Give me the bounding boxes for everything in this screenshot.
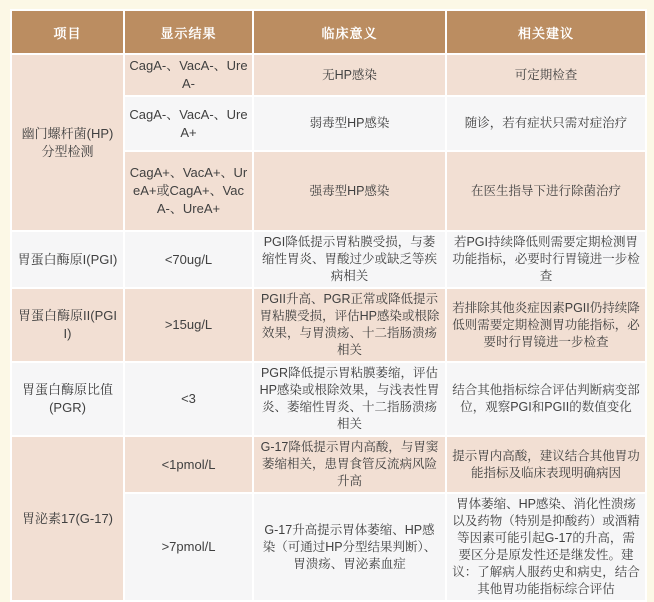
header-result: 显示结果 bbox=[124, 10, 253, 54]
result-cell: CagA-、VacA-、UreA- bbox=[124, 54, 253, 96]
significance-cell: PGR降低提示胃粘膜萎缩，评估HP感染或根除效果，与浅表性胃炎、萎缩性胃炎、十二指肠溃疡相关 bbox=[253, 362, 446, 436]
advice-cell: 提示胃内高酸，建议结合其他胃功能指标及临床表现明确病因 bbox=[446, 436, 646, 493]
table-row bbox=[11, 362, 646, 436]
significance-cell: PGI降低提示胃粘膜受损，与萎缩性胃炎、胃酸过少或缺乏等疾病相关 bbox=[253, 231, 446, 288]
item-cell: 幽门螺杆菌(HP)分型检测 bbox=[11, 54, 124, 231]
header-advice: 相关建议 bbox=[446, 10, 646, 54]
table-row bbox=[11, 288, 646, 362]
result-cell: CagA-、VacA-、UreA+ bbox=[124, 96, 253, 151]
item-cell: 胃蛋白酶原比值(PGR) bbox=[11, 362, 124, 436]
significance-cell: G-17升高提示胃体萎缩、HP感染（可通过HP分型结果判断）、胃溃疡、胃泌素血症 bbox=[253, 493, 446, 601]
table-row bbox=[11, 436, 646, 493]
advice-cell: 随诊，若有症状只需对症治疗 bbox=[446, 96, 646, 151]
significance-cell: G-17降低提示胃内高酸，与胃窦萎缩相关，患胃食管反流病风险升高 bbox=[253, 436, 446, 493]
table-header bbox=[11, 10, 646, 54]
result-cell: >7pmol/L bbox=[124, 493, 253, 601]
result-cell: <1pmol/L bbox=[124, 436, 253, 493]
significance-cell: 弱毒型HP感染 bbox=[253, 96, 446, 151]
table-row bbox=[11, 54, 646, 96]
significance-cell: 强毒型HP感染 bbox=[253, 151, 446, 231]
header-significance: 临床意义 bbox=[253, 10, 446, 54]
item-cell: 胃泌素17(G-17) bbox=[11, 436, 124, 601]
advice-cell: 可定期检查 bbox=[446, 54, 646, 96]
significance-cell: PGII升高、PGR正常或降低提示胃粘膜受损，评估HP感染或根除效果，与胃溃疡、十二指肠溃疡相关 bbox=[253, 288, 446, 362]
result-cell: <3 bbox=[124, 362, 253, 436]
advice-cell: 若排除其他炎症因素PGII仍持续降低则需要定期检测胃功能指标，必要时行胃镜进一步检查 bbox=[446, 288, 646, 362]
advice-cell: 结合其他指标综合评估判断病变部位，观察PGI和PGII的数值变化 bbox=[446, 362, 646, 436]
significance-cell: 无HP感染 bbox=[253, 54, 446, 96]
result-cell: >15ug/L bbox=[124, 288, 253, 362]
header-row bbox=[11, 10, 646, 54]
table-row bbox=[11, 231, 646, 288]
table-body bbox=[11, 54, 646, 601]
result-cell: <70ug/L bbox=[124, 231, 253, 288]
advice-cell: 胃体萎缩、HP感染、消化性溃疡以及药物（特别是抑酸药）或酒精等因素可能引起G-17的升高，需要区分是原发性还是继发性。建议：了解病人服药史和病史，结合其他胃功能指标综合评估 bbox=[446, 493, 646, 601]
item-cell: 胃蛋白酶原I(PGI) bbox=[11, 231, 124, 288]
item-cell: 胃蛋白酶原II(PGII) bbox=[11, 288, 124, 362]
gastric-function-report-table bbox=[10, 9, 647, 602]
advice-cell: 在医生指导下进行除菌治疗 bbox=[446, 151, 646, 231]
advice-cell: 若PGI持续降低则需要定期检测胃功能指标，必要时行胃镜进一步检查 bbox=[446, 231, 646, 288]
header-item: 项目 bbox=[11, 10, 124, 54]
result-cell: CagA+、VacA+、UreA+或CagA+、VacA-、UreA+ bbox=[124, 151, 253, 231]
